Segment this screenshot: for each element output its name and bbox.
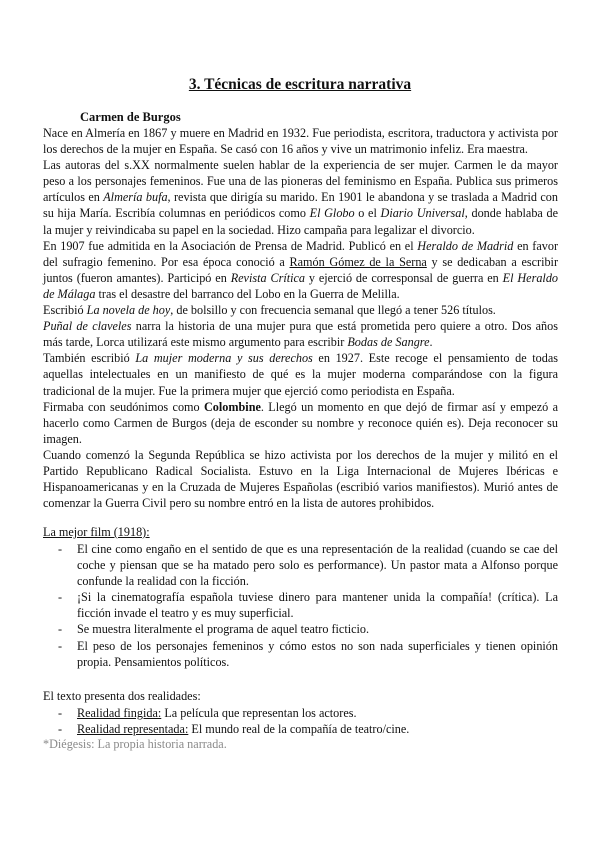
- paragraph-2: [43, 157, 558, 237]
- paragraph-3: [43, 238, 558, 302]
- text-run: tras el desastre del barranco del Lobo en la Guerra de Melilla.: [95, 286, 400, 301]
- italic-title: La novela de hoy: [86, 303, 171, 318]
- text-run: y ejerció de corresponsal de guerra en: [305, 270, 503, 285]
- text-run: y se dedicaban a escribir juntos (fueron amantes). Participó en: [43, 254, 558, 285]
- list-item: - El peso de los personajes femeninos y cómo estos no son nada superficiales y tienen opinión propia. Pensamientos políticos.: [43, 638, 558, 670]
- italic-title: Revista Crítica: [230, 270, 305, 285]
- text-run: Firmaba con seudónimos como: [43, 399, 204, 414]
- paragraph-7: [43, 399, 558, 447]
- reality-text: La película que representan los actores.: [161, 706, 357, 720]
- italic-title: El Heraldo de Málaga: [43, 270, 559, 301]
- reality-label: Realidad representada:: [77, 722, 189, 737]
- diegesis-note: *Diégesis: La propia historia narrada.: [43, 737, 227, 751]
- underlined-name: Ramón Gómez de la Serna: [289, 254, 427, 269]
- film-points-list: [43, 541, 558, 670]
- text-run: narra la historia de una mujer pura que está prometida pero quiere a otro. Dos años más tarde, Lorca utilizará este mismo argumento para escribir: [43, 319, 558, 350]
- list-item: - Se muestra literalmente el programa de aquel teatro ficticio.: [43, 621, 558, 637]
- list-item: - ¡Si la cinematografía española tuviese dinero para mantener unida la compañía! (crítica). La ficción invade el teatro y es muy superficial.: [43, 589, 558, 621]
- italic-title: Heraldo de Madrid: [417, 238, 514, 253]
- paragraph-8: Cuando comenzó la Segunda República se hizo activista por los derechos de la mujer y militó en el Partido Republicano Radical Socialista. Estuvo en la Liga Internacional de Mujeres Ibéricas e Hispanoamericanas y en la Cruzada de Mujeres Españolas (escribió varios manifiestos). Murió antes de comenzar la Guerra Civil pero su nombre entró en la lista de autores prohibidos.: [43, 447, 558, 511]
- italic-title: Almería bufa: [103, 190, 168, 205]
- realities-intro: El texto presenta dos realidades:: [43, 689, 201, 703]
- text-run: o el: [354, 206, 381, 221]
- page-title: 3. Técnicas de escritura narrativa: [188, 76, 412, 93]
- text-run: en favor del sufragio femenino. Por esa época conoció a: [43, 238, 559, 269]
- text-run: , donde hablaba de la mujer y reivindicaba su papel en la sociedad. Hizo campaña para legalizar el divorcio.: [43, 206, 559, 237]
- italic-title: Bodas de Sangre: [347, 335, 430, 350]
- film-section-heading: La mejor film (1918):: [43, 525, 150, 539]
- list-item: [43, 705, 558, 721]
- list-item: [43, 721, 558, 737]
- paragraph-6: [43, 350, 558, 398]
- text-run: , de bolsillo y con frecuencia semanal que llegó a tener 526 títulos.: [170, 303, 496, 318]
- paragraph-4: [43, 302, 558, 318]
- italic-title: La mujer moderna y sus derechos: [135, 351, 313, 366]
- section-subtitle: Carmen de Burgos: [80, 110, 181, 124]
- italic-title: El Globo: [309, 206, 355, 221]
- text-run: . Llegó un momento en que dejó de firmar así y empezó a hacerlo como Carmen de Burgos (deja de esconder su nombre y reconoce quién es). Deja reconocer su imagen.: [43, 399, 558, 446]
- paragraph-1: Nace en Almería en 1867 y muere en Madrid en 1932. Fue periodista, escritora, traductora y activista por los derechos de la mujer en España. Se casó con 16 años y vive un matrimonio infeliz. Era maestra.: [43, 126, 558, 157]
- list-item: - El cine como engaño en el sentido de que es una representación de la realidad (cuando se cae del coche y piensan que se ha matado pero solo es performance). Un pastor mata a Alfonso porque confunde la realidad con la ficción.: [43, 541, 558, 589]
- reality-text: El mundo real de la compañía de teatro/cine.: [188, 722, 410, 737]
- paragraph-5: [43, 318, 558, 350]
- text-run: En 1907 fue admitida en la Asociación de Prensa de Madrid. Publicó en el: [43, 238, 418, 253]
- text-run: Escribió: [43, 303, 87, 318]
- text-run: Las autoras del s.XX normalmente suelen hablar de la experiencia de ser mujer. Carmen le da mayor peso a los personajes femeninos. Fue una de las pioneras del feminismo en España. Publica sus primeros artículos en: [43, 158, 558, 205]
- text-run: , revista que dirigía su marido. En 1901 le abandona y se traslada a Madrid con su hija María. Escribía columnas en periódicos como: [43, 190, 558, 221]
- text-run: .: [429, 335, 433, 350]
- italic-title: Diario Universal: [380, 206, 465, 221]
- text-run: También escribió: [43, 351, 136, 366]
- italic-title: Puñal de claveles: [43, 319, 132, 334]
- reality-label: Realidad fingida:: [77, 706, 162, 720]
- biography-text: [43, 125, 558, 511]
- text-run: en 1927. Este recoge el pensamiento de todas aquellas intelectuales en un manifiesto de qué es la mujer moderna comparándose con la figura tradicional de la mujer. Fue la primera mujer que ejerció como periodista en España.: [43, 351, 558, 398]
- realities-list: [43, 705, 558, 737]
- pseudonym: Colombine: [204, 399, 261, 414]
